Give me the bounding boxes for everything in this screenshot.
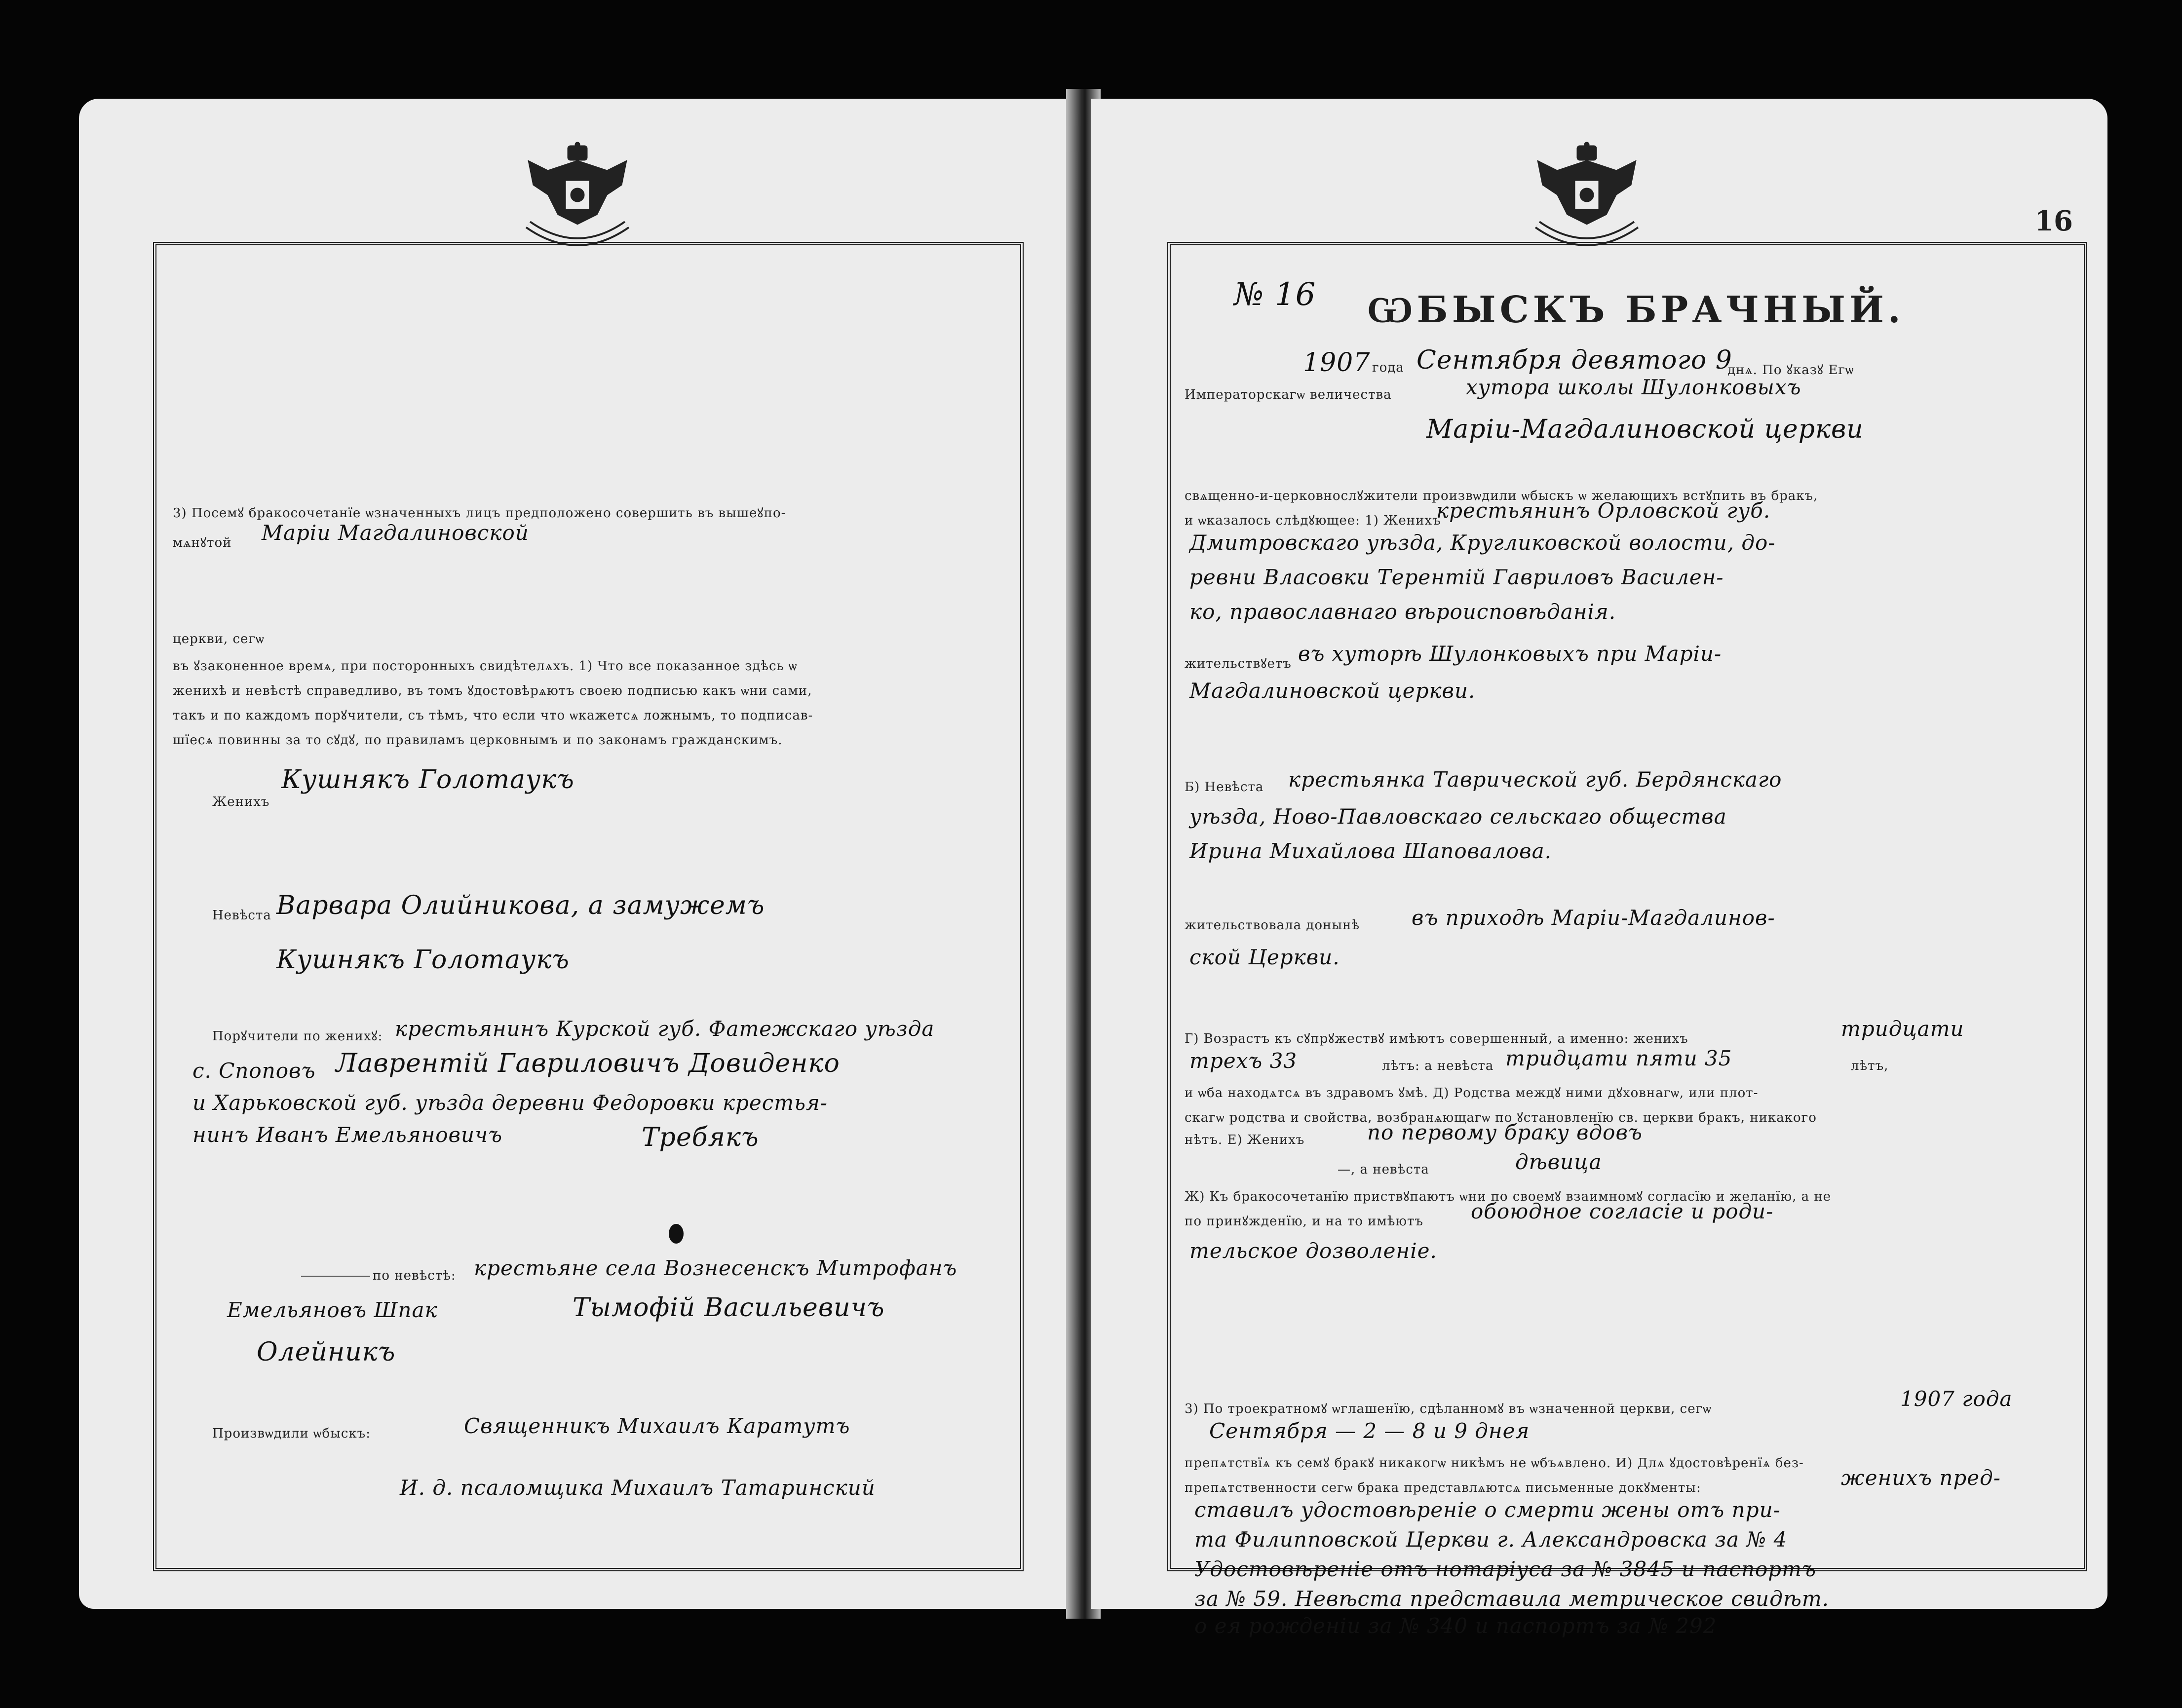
right-page bbox=[1091, 99, 2107, 1638]
open-register-book bbox=[79, 99, 2107, 1638]
bride-label: Невѣста bbox=[212, 908, 271, 923]
psalmist-signature: И. д. псаломщика Михаилъ Татаринский bbox=[400, 1476, 876, 1500]
bride-signature: Кушнякъ Голотаукъ bbox=[276, 945, 570, 975]
documents-handwritten: за № 59. Невѣста представила метрическое свидѣт. bbox=[1194, 1587, 1830, 1611]
text-line: нѣтъ. Е) Женихъ bbox=[1185, 1133, 1305, 1147]
text-line: —, а невѣста bbox=[1338, 1162, 1429, 1177]
text-line: и ѡказалось слѣдꙋющее: 1) Женихъ bbox=[1185, 513, 1441, 528]
location-handwritten: хутора школы Шулонковыхъ bbox=[1466, 375, 1801, 399]
groom-witness-line: с. Споповъ bbox=[192, 1059, 316, 1083]
text-line: мѧнꙋтой bbox=[173, 535, 232, 550]
text-line: и ѡба находѧтсѧ въ здравомъ ꙋмѣ. Д) Родства междꙋ ними дꙋховнагѡ, или плот- bbox=[1185, 1086, 1759, 1101]
text-line: года bbox=[1372, 360, 1404, 375]
consent-handwritten: тельское дозволенiе. bbox=[1189, 1239, 1437, 1263]
year: 1907 bbox=[1303, 348, 1371, 378]
text-line: жительствовала донынѣ bbox=[1185, 918, 1360, 933]
groom-witness-line: крестьянинъ Курской губ. Фатежскаго уѣзда bbox=[395, 1017, 935, 1041]
text-line: шїесѧ повинны за то сꙋдꙋ, по правиламъ церковнымъ и по законамъ гражданскимъ. bbox=[173, 733, 783, 748]
rule-line bbox=[301, 1276, 370, 1277]
handwritten-church: Марiи Магдалиновской bbox=[262, 521, 529, 545]
documents-handwritten: та Филипповской Церкви г. Александровска за № 4 bbox=[1194, 1527, 1788, 1552]
page-title: ѠБЫСКЪ БРАЧНЫЙ. bbox=[1367, 289, 1905, 331]
groom-witness-signature: Лаврентiй Гавриловичъ Довиденко bbox=[336, 1049, 840, 1078]
text-line: 3) По троекратномꙋ ѡглашенїю, сдѣланномꙋ въ ѡзначенной церкви, сегѡ bbox=[1185, 1402, 1712, 1416]
documents-handwritten: о ея рожденiи за № 340 и паспортъ за № 292 bbox=[1194, 1614, 1717, 1638]
text-line: 3) Посемꙋ бракосочетанїе ѡзначенныхъ лицъ предположено совершить въ вышеꙋпо- bbox=[173, 506, 786, 521]
text-line: такъ и по каждомъ порꙋчители, съ тѣмъ, что если что ѡкажетсѧ ложнымъ, то подписав- bbox=[173, 708, 813, 723]
text-line: Г) Возрастъ къ сꙋпрꙋжествꙋ имѣютъ совершенный, а именно: женихъ bbox=[1185, 1031, 1688, 1046]
groom-info: ревни Власовки Терентiй Гавриловъ Василен- bbox=[1189, 565, 1724, 589]
groom-info: Дмитровскаго уѣзда, Кругликовской волости, до- bbox=[1189, 531, 1776, 555]
date-handwritten: Сентября девятого 9 bbox=[1416, 345, 1732, 375]
text-line: жительствꙋетъ bbox=[1185, 656, 1292, 671]
bride-marital-status: дѣвица bbox=[1515, 1150, 1602, 1174]
bride-info: крестьянка Таврической губ. Бердянскаго bbox=[1288, 767, 1782, 792]
groom-label: Женихъ bbox=[212, 795, 270, 809]
examiners-label: Произвѡдили ѡбыскъ: bbox=[212, 1426, 371, 1441]
text-line: женихѣ и невѣстѣ справедливо, въ томъ ꙋдостовѣрѧютъ своею подписью какъ ѡни сами, bbox=[173, 683, 812, 698]
text-line: лѣтъ: а невѣста bbox=[1382, 1059, 1494, 1073]
groom-residence: Магдалиновской церкви. bbox=[1189, 679, 1476, 703]
groom-info: ко, православнаго вѣроисповѣданiя. bbox=[1189, 600, 1616, 624]
groom-witnesses-label: Порꙋчители по женихꙋ: bbox=[212, 1029, 383, 1044]
left-page bbox=[79, 99, 1076, 1609]
groom-marital-status: по первому браку вдовъ bbox=[1367, 1120, 1643, 1144]
imperial-eagle-crest-icon bbox=[1528, 141, 1646, 259]
imperial-eagle-crest-icon bbox=[518, 141, 637, 259]
groom-witness-line: и Харьковской губ. уѣзда деревни Федоровки крестья- bbox=[192, 1091, 828, 1115]
documents-handwritten: женихъ пред- bbox=[1841, 1466, 2001, 1490]
banns-year: 1907 года bbox=[1900, 1387, 2013, 1411]
page-number: 16 bbox=[2034, 205, 2073, 237]
groom-age: тридцати bbox=[1841, 1017, 1964, 1041]
text-line: Ж) Къ бракосочетанїю приствꙋпаютъ ѡни по своемꙋ взаимномꙋ согласїю и желанїю, а не bbox=[1185, 1189, 1832, 1204]
bride-witness-line: крестьяне села Вознесенскъ Митрофанъ bbox=[474, 1256, 957, 1280]
documents-handwritten: Удостовѣренiе отъ нотарiуса за № 3845 и паспортъ bbox=[1194, 1557, 1816, 1581]
groom-age: трехъ 33 bbox=[1189, 1049, 1298, 1073]
text-line: скагѡ родства и свойства, возбранѧющагѡ по ꙋстановленїю св. церкви бракъ, никакого bbox=[1185, 1110, 1817, 1125]
priest-signature: Священникъ Михаилъ Каратутъ bbox=[464, 1414, 850, 1438]
text-line: препѧтственности сегѡ брака представлѧютсѧ письменные докꙋменты: bbox=[1185, 1480, 1701, 1495]
text-line: Б) Невѣста bbox=[1185, 780, 1264, 795]
bride-age: тридцати пяти 35 bbox=[1505, 1046, 1732, 1070]
groom-info: крестьянинъ Орловской губ. bbox=[1436, 498, 1771, 523]
bride-signature: Варвара Олийникова, а замужемъ bbox=[276, 891, 765, 920]
text-line: по принꙋжденїю, и на то имѣютъ bbox=[1185, 1214, 1423, 1229]
bride-name: Ирина Михайлова Шаповалова. bbox=[1189, 839, 1552, 863]
record-number: № 16 bbox=[1234, 276, 1316, 313]
groom-residence: въ хуторѣ Шулонковыхъ при Марiи- bbox=[1298, 642, 1722, 666]
text-line: церкви, сегѡ bbox=[173, 632, 265, 646]
consent-handwritten: обоюдное согласiе и роди- bbox=[1471, 1199, 1774, 1223]
church-handwritten: Марiи-Магдалиновской церкви bbox=[1426, 415, 1864, 444]
bride-residence: въ приходѣ Марiи-Магдалинов- bbox=[1412, 906, 1775, 930]
text-line: лѣтъ, bbox=[1851, 1059, 1889, 1073]
bride-witness-signature: Тымофiй Васильевичъ bbox=[573, 1293, 885, 1323]
text-line: въ ꙋзаконенное времѧ, при посторонныхъ свидѣтелѧхъ. 1) Что все показанное здѣсь ѡ bbox=[173, 659, 798, 674]
bride-witness-line: Емельяновъ Шпак bbox=[227, 1298, 438, 1322]
banns-dates: Сентября — 2 — 8 и 9 днея bbox=[1209, 1419, 1530, 1443]
text-line: Императорскагѡ величества bbox=[1185, 387, 1392, 402]
bride-info: уѣзда, Ново-Павловскаго сельскаго общества bbox=[1189, 804, 1727, 829]
text-line: препѧтствїѧ къ семꙋ бракꙋ никакогѡ никѣмъ не ѡбъѧвлено. И) Длѧ ꙋдостовѣренїѧ без- bbox=[1185, 1456, 1804, 1471]
groom-witness-signature: Требякъ bbox=[642, 1123, 759, 1152]
text-line: свѧщенно-и-церковнослꙋжители произвѡдили ѡбыскъ ѡ желающихъ встꙋпить въ бракъ, bbox=[1185, 489, 1818, 503]
groom-signature: Кушнякъ Голотаукъ bbox=[281, 765, 574, 795]
ink-blot bbox=[669, 1224, 684, 1244]
bride-residence: ской Церкви. bbox=[1189, 945, 1340, 969]
text-line: днѧ. По ꙋказꙋ Егѡ bbox=[1727, 363, 1854, 378]
bride-witness-signature: Олейникъ bbox=[257, 1337, 396, 1367]
documents-handwritten: ставилъ удостовѣренiе о смерти жены отъ при- bbox=[1194, 1498, 1781, 1522]
groom-witness-line: нинъ Иванъ Емельяновичъ bbox=[192, 1123, 503, 1147]
bride-witnesses-label: по невѣстѣ: bbox=[373, 1268, 456, 1283]
